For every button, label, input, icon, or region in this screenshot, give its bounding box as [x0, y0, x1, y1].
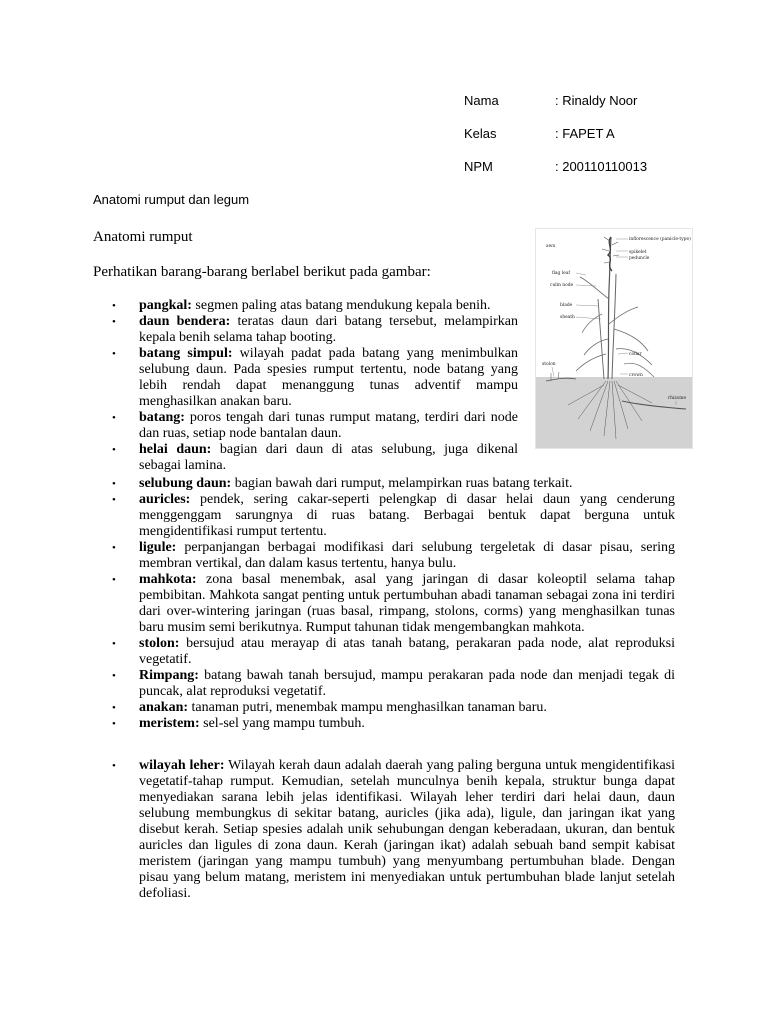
info-label: Nama — [464, 93, 499, 108]
definition: batang bawah tanah bersujud, mampu perakaran pada node dan menjadi tegak di puncak, alat reproduksi vegetatif. — [139, 668, 675, 699]
definition: pendek, sering cakar-seperti pelengkap di dasar helai daun yang cenderung menggenggam sarungnya di ruas batang. Berbagai bentuk dapat berguna untuk mengidentifikasi rumput tertentu. — [139, 492, 675, 539]
bullet-icon: • — [112, 478, 116, 490]
list-item — [112, 540, 675, 572]
term: daun bendera: — [139, 314, 231, 329]
info-value: : FAPET A — [555, 126, 615, 141]
info-value: : Rinaldy Noor — [555, 93, 638, 108]
list-item — [112, 716, 675, 732]
label-culm-node: culm node — [550, 283, 574, 288]
bullet-icon: • — [112, 638, 116, 650]
definition: sel-sel yang mampu tumbuh. — [199, 716, 365, 731]
label-inflorescence: inflorescence (panicle-type) — [629, 237, 691, 242]
document-title: Anatomi rumput dan legum — [93, 192, 250, 207]
list-item — [112, 758, 675, 902]
collar-region-list — [112, 758, 675, 902]
term: anakan: — [139, 700, 189, 715]
bullet-icon: • — [112, 348, 116, 360]
list-item — [112, 668, 675, 700]
bullet-icon: • — [112, 670, 116, 682]
bullet-icon: • — [112, 760, 116, 772]
info-row-npm — [0, 159, 768, 177]
term: auricles: — [139, 492, 191, 507]
label-peduncle: peduncle — [629, 256, 650, 261]
bullet-icon: • — [112, 316, 116, 328]
term-list-continued — [112, 476, 675, 732]
list-item — [112, 492, 675, 540]
info-row-kelas — [0, 126, 768, 144]
section-heading: Anatomi rumput — [93, 229, 193, 245]
list-item — [112, 298, 518, 314]
list-item — [112, 636, 675, 668]
info-label: Kelas — [464, 126, 497, 141]
definition: zona basal menembak, asal yang jaringan di dasar koleoptil selama tahap pembibitan. Mahkota sangat penting untuk pertumbuhan abadi tanaman sebagai zona ini terdiri dari over-wintering jaringan (ruas basal, rimpang, stolons, corms) yang menghasilkan tunas baru musim semi berikutnya. Rumput tahunan tidak mengembangkan mahkota. — [139, 572, 675, 635]
info-value: : 200110110013 — [555, 159, 648, 174]
list-item — [112, 410, 518, 442]
info-label: NPM — [464, 159, 493, 174]
term: mahkota: — [139, 572, 197, 587]
term: batang: — [139, 410, 185, 425]
term: selubung daun: — [139, 476, 232, 491]
term-list — [112, 298, 518, 474]
flag-leaf-mark — [580, 277, 609, 299]
term: pangkal: — [139, 298, 192, 313]
definition: teratas daun dari batang tersebut, melampirkan kepala benih selama tahap booting. — [139, 314, 518, 345]
list-item — [112, 314, 518, 346]
bullet-icon: • — [112, 702, 116, 714]
grass-plant-illustration — [536, 229, 692, 448]
definition: wilayah padat pada batang yang menimbulkan selubung daun. Pada spesies rumput tertentu, node batang yang lebih rendah dapat menanggung tunas adventif mampu menghasilkan anakan baru. — [139, 346, 518, 409]
label-sheath: sheath — [560, 315, 575, 320]
list-item — [112, 572, 675, 636]
term: batang simpul: — [139, 346, 233, 361]
label-spikelet: spikelet — [629, 250, 647, 255]
bullet-icon: • — [112, 542, 116, 554]
definition: poros tengah dari tunas rumput matang, terdiri dari node dan ruas, setiap node bantalan daun. — [139, 410, 518, 441]
label-rhizome: rhizome — [668, 396, 687, 401]
term: ligule: — [139, 540, 177, 555]
grass-anatomy-figure — [535, 228, 693, 449]
term: wilayah leher: — [139, 758, 225, 773]
definition: segmen paling atas batang mendukung kepala benih. — [191, 298, 491, 313]
label-collar: collar — [629, 352, 642, 357]
term: stolon: — [139, 636, 180, 651]
bullet-icon: • — [112, 412, 116, 424]
bullet-icon: • — [112, 574, 116, 586]
bullet-icon: • — [112, 300, 116, 312]
term: Rimpang: — [139, 668, 199, 683]
info-row-nama — [0, 93, 768, 111]
list-item — [112, 700, 675, 716]
list-item — [112, 346, 518, 410]
definition: perpanjangan berbagai modifikasi dari selubung tergeletak di dasar pisau, sering membran vertikal, dan dalam kasus tertentu, hanya bulu. — [139, 540, 675, 571]
label-blade: blade — [560, 303, 573, 308]
definition: bersujud atau merayap di atas tanah batang, perakaran pada node, alat reproduksi vegetatif. — [139, 636, 675, 667]
definition: Wilayah kerah daun adalah daerah yang paling berguna untuk mengidentifikasi vegetatif-tahap rumput. Kemudian, setelah munculnya benih kepala, struktur bunga dapat menyediakan sarana lebih jelas identifikasi. Wilayah leher terdiri dari helai daun, daun selubung membungkus di sekitar batang, auricles (jika ada), ligule, dan jaringan ikat yang disebut kerah. Setiap spesies adalah unik sehubungan dengan keberadaan, ukuran, dan bentuk auricles dan ligules di zona daun. Kerah (jaringan ikat) adalah sebuah band sempit kabisat meristem (jaringan yang mampu tumbuh) yang menyumbang pertumbuhan blade. Dengan pisau yang belum matang, meristem ini menyediakan untuk pertumbuhan blade lanjut setelah defoliasi. — [139, 758, 675, 901]
bullet-icon: • — [112, 444, 116, 456]
label-stolon: stolon — [542, 362, 556, 367]
intro-text: Perhatikan barang-barang berlabel berikut pada gambar: — [93, 264, 431, 280]
definition: bagian bawah dari rumput, melampirkan ruas batang terkait. — [231, 476, 573, 491]
definition: bagian dari daun di atas selubung, juga dikenal sebagai lamina. — [139, 442, 518, 473]
term: helai daun: — [139, 442, 212, 457]
definition: tanaman putri, menembak mampu menghasilkan tanaman baru. — [188, 700, 547, 715]
list-item — [112, 476, 675, 492]
label-crown: crown — [629, 373, 643, 378]
label-awn: awn — [546, 244, 556, 249]
bullet-icon: • — [112, 718, 116, 730]
bullet-icon: • — [112, 494, 116, 506]
list-item — [112, 442, 518, 474]
term: meristem: — [139, 716, 200, 731]
label-flag-leaf: flag leaf — [552, 271, 570, 276]
